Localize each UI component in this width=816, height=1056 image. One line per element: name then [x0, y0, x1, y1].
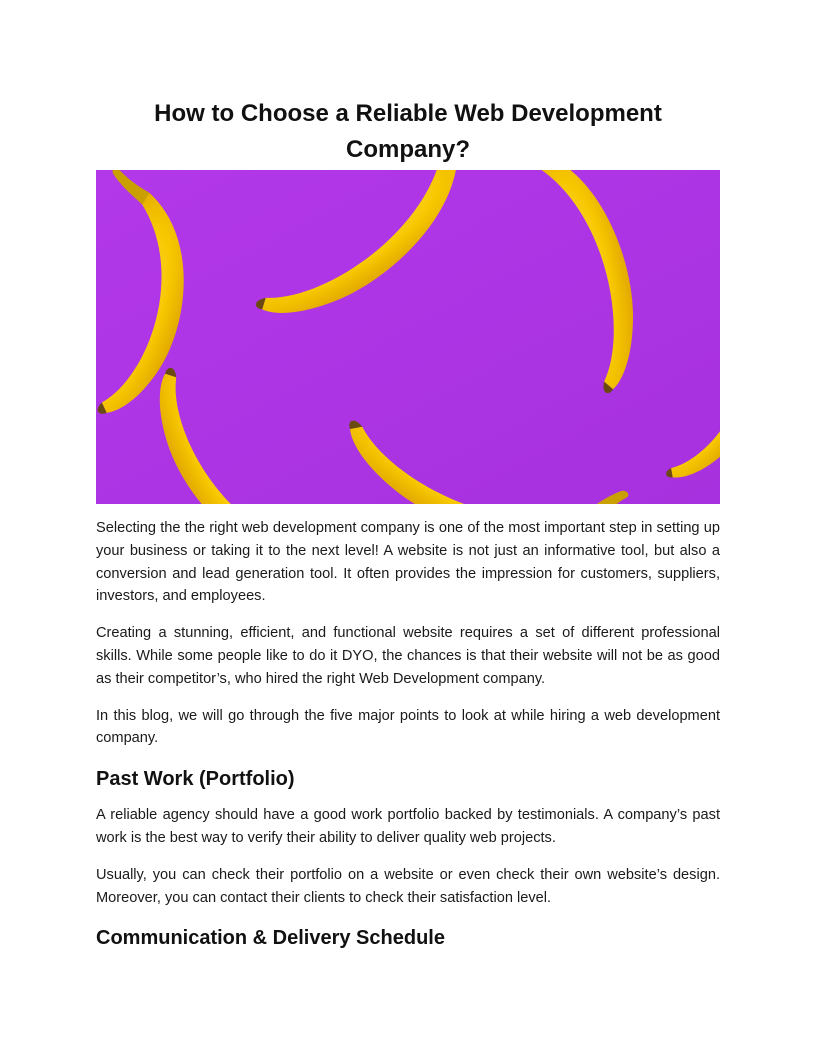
- banana-pattern-icon: [96, 170, 720, 504]
- document-page: [96, 96, 720, 953]
- page-title: How to Choose a Reliable Web Development Company?: [154, 100, 662, 163]
- intro-paragraph-3: In this blog, we will go through the five major points to look at while hiring a web development company.: [96, 707, 720, 747]
- section-heading-communication: Communication & Delivery Schedule: [96, 927, 445, 950]
- section-heading-past-work: Past Work (Portfolio): [96, 768, 295, 791]
- intro-paragraph-1: Selecting the the right web development company is one of the most important step in setting up your business or taking it to the next level! A website is not just an informative tool, but also a conversion and lead generation tool. It often provides the impression for customers, suppliers, investors, and employees.: [96, 520, 720, 605]
- intro-paragraph-2: Creating a stunning, efficient, and functional website requires a set of different professional skills. While some people like to do it DYO, the chances is that their website will not be as good as their competitor’s, who hired the right Web Development company.: [96, 625, 720, 687]
- past-work-paragraph-2: Usually, you can check their portfolio on a website or even check their own website’s design. Moreover, you can contact their clients to check their satisfaction level.: [96, 866, 720, 906]
- past-work-paragraph-1: A reliable agency should have a good work portfolio backed by testimonials. A company’s past work is the best way to verify their ability to deliver quality web projects.: [96, 807, 720, 846]
